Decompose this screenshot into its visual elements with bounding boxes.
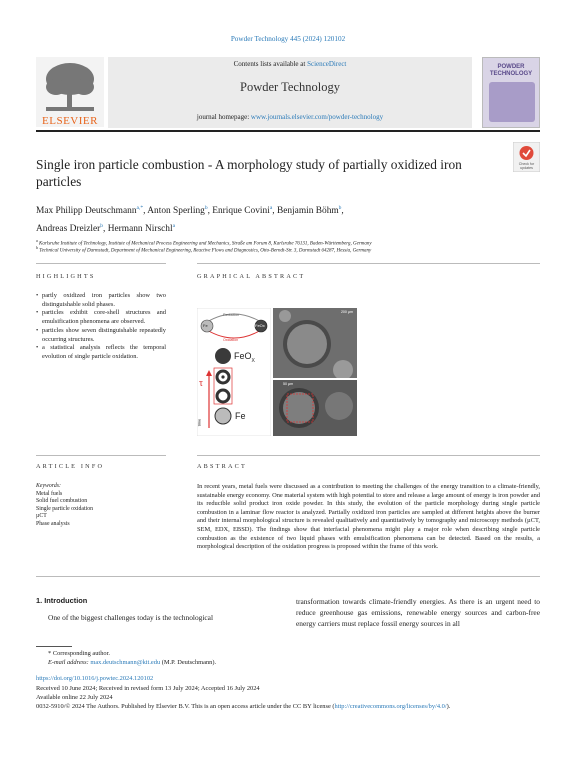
journal-cover-thumbnail[interactable] <box>482 57 540 128</box>
affiliation-mark: a <box>36 238 38 243</box>
introduction-heading: 1. Introduction <box>36 596 88 605</box>
author-affiliation-mark[interactable]: a <box>172 222 176 229</box>
ct-image-detail[interactable] <box>273 380 357 436</box>
contents-line <box>108 60 472 68</box>
section-rule <box>197 455 540 456</box>
journal-reference[interactable]: Powder Technology 445 (2024) 120102 <box>230 35 346 43</box>
email-label: E-mail address: <box>48 659 91 666</box>
author-affiliation-mark[interactable]: b <box>338 205 342 211</box>
graphical-abstract-schematic[interactable] <box>197 308 271 436</box>
affiliation-mark: b <box>36 245 38 250</box>
keyword: Phase analysis <box>36 520 70 527</box>
keyword: Solid fuel combustion <box>36 498 88 505</box>
license-line <box>36 703 540 712</box>
elsevier-wordmark: ELSEVIER <box>42 115 98 127</box>
introduction-text-left: One of the biggest challenges today is the technological <box>48 613 214 622</box>
received-dates: Received 10 June 2024; Received in revised form 13 July 2024; Accepted 16 July 2024 <box>36 685 260 692</box>
check-for-updates-badge[interactable] <box>513 142 540 172</box>
email-link[interactable]: max.deutschmann@kit.edu <box>90 659 161 666</box>
section-rule <box>36 263 166 264</box>
highlights-heading: HIGHLIGHTS <box>36 273 96 280</box>
homepage-prefix: journal homepage: <box>196 113 251 121</box>
scale-bar-label: 50 µm <box>283 382 294 386</box>
section-rule <box>36 576 540 577</box>
introduction-text-right: transformation towards climate-friendly energies. As there is an urgent need to reduce greenhouse gas emissions, renewable energy sources and carbon-free energy carriers must replace fossil energy sources in all <box>296 597 540 628</box>
feox-label <box>234 351 255 364</box>
feox-subscript: X <box>251 357 255 364</box>
abstract-text: In recent years, metal fuels were discussed as a contribution to meeting the challenges of the energy transition to a climate-friendly, sustainable energy economy. One material system with high potential to store and release a large amount of energy is iron powder and its reducible solid product iron oxide powder. In this study, the evolution of the particle morphology during single particle combustion in a laminar flow reactor is analyzed. Partially oxidized iron particles are sampled at different heights above the burner and their internal morphological structure is revealed qualitatively and quantitatively by tomography and microscopy methods (µCT, SEM, EDX, EBSD). The findings show that interfacial phenomena might play a major role when describing single particle combustion as the existence of two liquid phases with emulsification phenomena can be detected. Based on the results, a morphological description of the oxidation progress is proposed within the frame of this work. <box>197 483 540 551</box>
footnote-rule <box>36 646 72 647</box>
keyword: Metal fuels <box>36 490 63 497</box>
feox-label-small: FeOx <box>255 323 265 328</box>
section-rule <box>197 263 540 264</box>
author-name[interactable]: Max Philipp Deutschmann <box>36 206 137 217</box>
feox-base: FeO <box>234 351 252 361</box>
article-info-heading: ARTICLE INFO <box>36 463 105 470</box>
journal-name: Powder Technology <box>240 80 340 94</box>
scale-bar-label: 200 µm <box>340 310 353 314</box>
author-affiliation-mark[interactable]: a,* <box>136 205 144 211</box>
author-affiliation-mark[interactable]: b <box>100 222 104 229</box>
cover-title-line2: TECHNOLOGY <box>489 71 533 77</box>
author-name[interactable]: Anton Sperling <box>147 206 205 217</box>
reduction-label: Reduction <box>223 313 240 317</box>
keywords-label: Keywords: <box>36 483 61 489</box>
contents-prefix: Contents lists available at <box>233 60 308 68</box>
check-updates-label: Check for updates <box>518 162 535 170</box>
fe-label-small: Fe <box>203 323 208 328</box>
affiliation-text: Karlsruhe Institute of Technology, Institute of Mechanical Process Engineering and Mechanics, Straße am Forum 8, Karlsruhe 76131, Baden-Württemberg, Germany <box>39 241 372 247</box>
tau-label: τ <box>199 378 204 389</box>
keyword: µCT <box>36 513 47 520</box>
keywords-block <box>36 483 176 529</box>
license-link[interactable]: http://creativecommons.org/licenses/by/4.0/ <box>334 703 447 710</box>
highlights-list <box>36 292 166 362</box>
license-prefix: 0032-5910/© 2024 The Authors. Published by Elsevier B.V. This is an open access article under the CC BY license ( <box>36 703 335 710</box>
header-rule <box>36 130 540 132</box>
highlight-item: • partly oxidized iron particles show two distinguishable solid phases. <box>36 292 166 309</box>
section-rule <box>36 455 166 456</box>
oxidation-label: Oxidation <box>223 338 239 342</box>
keyword: Single particle oxidation <box>36 505 93 512</box>
highlight-item: • particles exhibit core-shell structures and emulsification phenomena are observed. <box>36 309 166 326</box>
license-suffix: ). <box>446 703 451 710</box>
author-name[interactable]: Benjamin Böhm <box>276 206 339 217</box>
graphical-abstract-heading: GRAPHICAL ABSTRACT <box>197 273 306 280</box>
sciencedirect-link[interactable]: ScienceDirect <box>307 60 347 68</box>
elsevier-logo <box>36 57 104 127</box>
affiliation-text: Technical University of Darmstadt, Department of Mechanical Engineering, Reactive Flows and Diagnostics, Otto-Berndt-Str. 3, Darmstadt 64287, Hessia, Germany <box>39 248 372 254</box>
author-affiliation-mark[interactable]: a <box>269 205 273 211</box>
highlight-item: • particles show seven distinguishable repeatedly occurring structures. <box>36 327 166 344</box>
author-list: Max Philipp Deutschmann$^{a,*}$, Anton Sperling$^b$, Enrique Covini$^a$, Benjamin Böhm$^b$, Andreas Dreizler$^b$, Hermann Nirschl$^a$ <box>36 205 344 234</box>
author-name[interactable]: Enrique Covini <box>212 206 270 217</box>
corresponding-mark: * <box>48 650 52 657</box>
available-online: Available online 22 July 2024 <box>36 694 113 701</box>
highlight-item: • a statistical analysis reflects the temporal evolution of single particle oxidation. <box>36 344 166 361</box>
author-name[interactable]: Hermann Nirschl <box>107 223 173 234</box>
corresponding-author-note <box>48 650 110 659</box>
email-suffix: (M.P. Deutschmann). <box>160 659 217 666</box>
author-name[interactable]: Andreas Dreizler <box>36 223 101 234</box>
corresponding-text: Corresponding author. <box>52 650 110 657</box>
homepage-line <box>108 113 472 121</box>
article-title: Single iron particle combustion - A morphology study of partially oxidized iron particles <box>36 157 462 189</box>
abstract-heading: ABSTRACT <box>197 463 247 470</box>
homepage-link[interactable]: www.journals.elsevier.com/powder-technology <box>250 113 384 121</box>
email-note <box>48 659 216 668</box>
cover-title-line1: POWDER <box>497 64 525 70</box>
affiliation <box>36 241 540 255</box>
time-axis-label: time <box>196 418 202 427</box>
doi-link[interactable]: https://doi.org/10.1016/j.powtec.2024.120102 <box>36 675 154 682</box>
ct-image-overview[interactable] <box>273 308 357 378</box>
author-affiliation-mark[interactable]: b <box>204 205 208 211</box>
fe-label: Fe <box>235 411 246 421</box>
